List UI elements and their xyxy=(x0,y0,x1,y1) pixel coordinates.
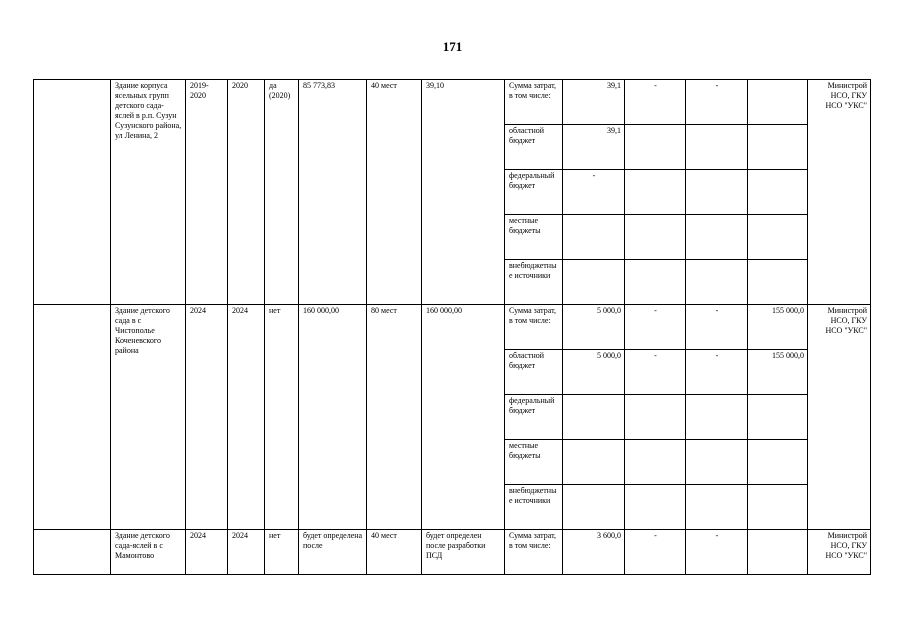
source-label-cell: Сумма затрат, в том числе: xyxy=(505,530,563,575)
start-year-cell: 2024 xyxy=(186,530,228,575)
value-cell xyxy=(686,170,748,215)
source-label-cell: областной бюджет xyxy=(505,125,563,170)
responsible-cell: Министрой НСО, ГКУ НСО "УКС" xyxy=(808,530,871,575)
value-cell xyxy=(563,485,625,530)
value-cell xyxy=(563,215,625,260)
end-year-cell: 2024 xyxy=(228,530,265,575)
value-cell xyxy=(748,170,808,215)
value-cell: 155 000,0 xyxy=(748,305,808,350)
value-cell: - xyxy=(625,530,686,575)
source-label-cell: местные бюджеты xyxy=(505,440,563,485)
value-cell xyxy=(686,125,748,170)
value-cell xyxy=(748,485,808,530)
value-cell xyxy=(563,395,625,440)
source-label-cell: Сумма затрат, в том числе: xyxy=(505,305,563,350)
flag-cell: да (2020) xyxy=(265,80,299,305)
page-number: 171 xyxy=(442,39,463,54)
remaining-cell: 39,10 xyxy=(422,80,505,305)
value-cell: - xyxy=(625,80,686,125)
table-row xyxy=(34,530,871,575)
value-cell xyxy=(625,395,686,440)
table-row xyxy=(34,80,871,125)
source-label-cell: федеральный бюджет xyxy=(505,170,563,215)
capacity-cell: 80 мест xyxy=(367,305,422,530)
value-cell xyxy=(686,440,748,485)
responsible-cell: Министрой НСО, ГКУ НСО "УКС" xyxy=(808,80,871,305)
capacity-cell: 40 мест xyxy=(367,530,422,575)
value-cell xyxy=(748,530,808,575)
number-cell xyxy=(34,305,111,530)
value-cell: 39,1 xyxy=(563,80,625,125)
value-cell: 39,1 xyxy=(563,125,625,170)
value-cell: 155 000,0 xyxy=(748,350,808,395)
value-cell: - xyxy=(625,350,686,395)
number-cell xyxy=(34,80,111,305)
value-cell: 5 000,0 xyxy=(563,350,625,395)
value-cell xyxy=(686,215,748,260)
source-label-cell: федеральный бюджет xyxy=(505,395,563,440)
value-cell xyxy=(686,260,748,305)
object-name-cell: Здание детского сада в с Чистополье Коченевского района xyxy=(111,305,186,530)
table-row xyxy=(34,305,871,350)
source-label-cell: внебюджетные источники xyxy=(505,485,563,530)
end-year-cell: 2020 xyxy=(228,80,265,305)
responsible-cell: Министрой НСО, ГКУ НСО "УКС" xyxy=(808,305,871,530)
value-cell: - xyxy=(686,80,748,125)
value-cell xyxy=(625,260,686,305)
flag-cell: нет xyxy=(265,530,299,575)
value-cell: - xyxy=(686,305,748,350)
source-label-cell: областной бюджет xyxy=(505,350,563,395)
value-cell xyxy=(748,440,808,485)
value-cell xyxy=(625,485,686,530)
remaining-cell: 160 000,00 xyxy=(422,305,505,530)
start-year-cell: 2024 xyxy=(186,305,228,530)
value-cell: - xyxy=(563,170,625,215)
value-cell xyxy=(625,215,686,260)
cost-cell: 85 773,83 xyxy=(299,80,367,305)
value-cell: - xyxy=(686,530,748,575)
cost-cell: будет определена после xyxy=(299,530,367,575)
value-cell xyxy=(748,215,808,260)
cost-cell: 160 000,00 xyxy=(299,305,367,530)
flag-cell: нет xyxy=(265,305,299,530)
number-cell xyxy=(34,530,111,575)
value-cell: - xyxy=(686,350,748,395)
value-cell: - xyxy=(625,305,686,350)
value-cell xyxy=(748,80,808,125)
budget-table xyxy=(33,79,871,575)
object-name-cell: Здание детского сада-яслей в с Мамонтово xyxy=(111,530,186,575)
capacity-cell: 40 мест xyxy=(367,80,422,305)
value-cell xyxy=(625,440,686,485)
start-year-cell: 2019-2020 xyxy=(186,80,228,305)
object-name-cell: Здание корпуса ясельных групп детского сада-яслей в р.п. Сузун Сузунского района, ул Ленина, 2 xyxy=(111,80,186,305)
value-cell xyxy=(686,395,748,440)
value-cell xyxy=(748,260,808,305)
source-label-cell: внебюджетные источники xyxy=(505,260,563,305)
value-cell xyxy=(625,170,686,215)
value-cell xyxy=(748,395,808,440)
source-label-cell: местные бюджеты xyxy=(505,215,563,260)
value-cell xyxy=(748,125,808,170)
value-cell xyxy=(625,125,686,170)
source-label-cell: Сумма затрат, в том числе: xyxy=(505,80,563,125)
value-cell: 3 600,0 xyxy=(563,530,625,575)
value-cell: 5 000,0 xyxy=(563,305,625,350)
value-cell xyxy=(563,440,625,485)
value-cell xyxy=(563,260,625,305)
value-cell xyxy=(686,485,748,530)
remaining-cell: будет определен после разработки ПСД xyxy=(422,530,505,575)
end-year-cell: 2024 xyxy=(228,305,265,530)
